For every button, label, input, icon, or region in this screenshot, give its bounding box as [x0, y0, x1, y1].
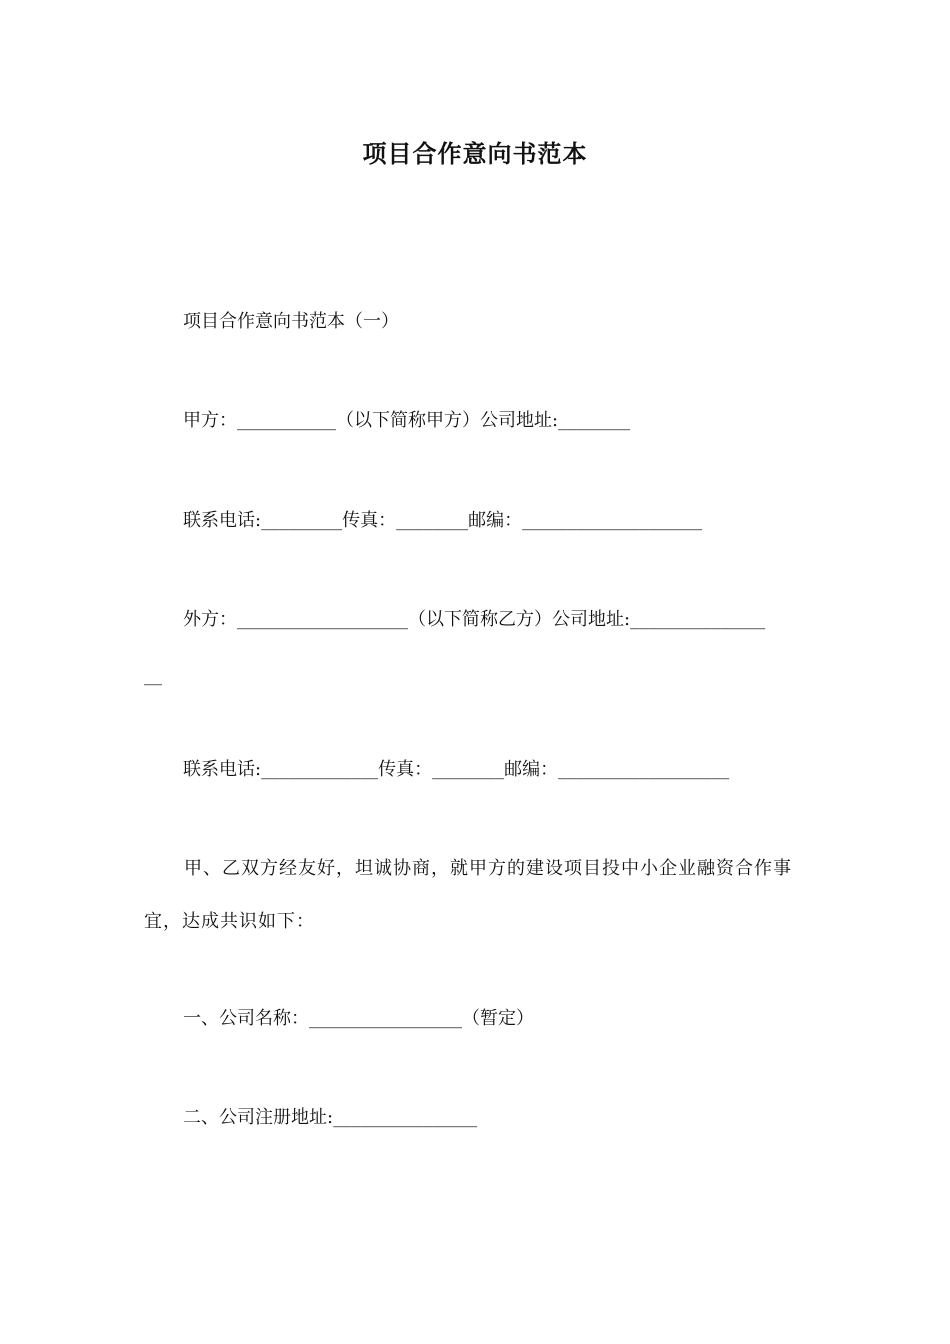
section-heading: 项目合作意向书范本（一） — [183, 311, 399, 332]
intro-paragraph: 甲、乙双方经友好，坦诚协商，就甲方的建设项目投中小企业融资合作事宜，达成共识如下： — [144, 858, 792, 932]
party-a-line: 甲方：___________（以下简称甲方）公司地址:________ — [183, 410, 631, 431]
party-a-contact: 联系电话:_________传真：________邮编：____________________ — [183, 510, 703, 531]
party-b-line: 外方：___________________（以下简称乙方）公司地址:_______________ — [183, 609, 766, 630]
item-registered-address: 二、公司注册地址:________________ — [183, 1107, 478, 1128]
item-company-name: 一、公司名称：_________________（暂定） — [183, 1008, 534, 1029]
document-title: 项目合作意向书范本 — [362, 140, 588, 168]
party-b-contact: 联系电话:_____________传真：________邮编：___________________ — [183, 759, 730, 780]
party-b-line-continuation: __ — [144, 665, 162, 686]
